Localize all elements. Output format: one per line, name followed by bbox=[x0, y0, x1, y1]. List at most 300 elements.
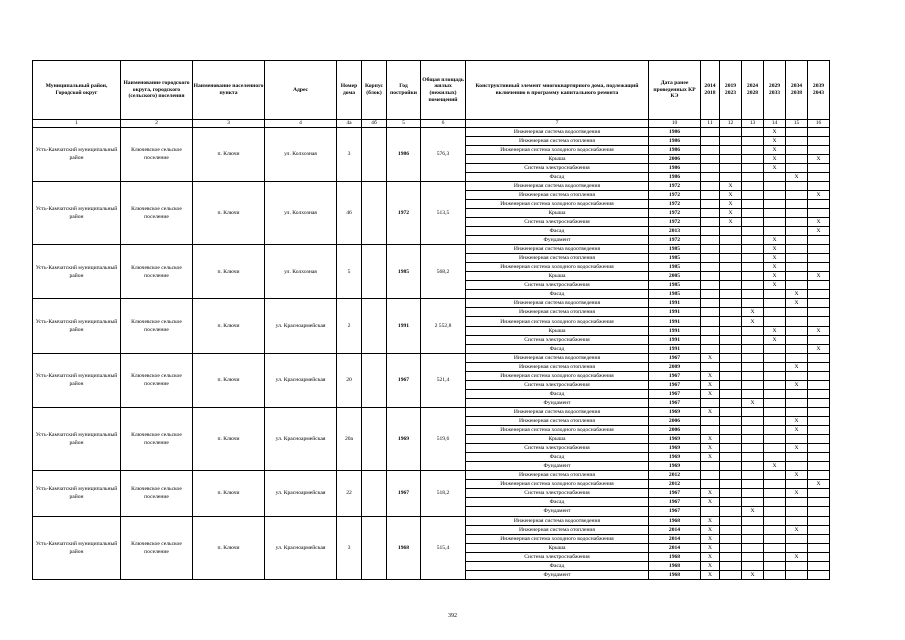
period-mark-cell bbox=[808, 435, 830, 444]
element-cell: Фундамент bbox=[466, 570, 649, 579]
period-mark-cell bbox=[742, 272, 764, 281]
period-mark-cell bbox=[742, 199, 764, 208]
period-mark-cell: X bbox=[764, 145, 786, 154]
element-cell: Инженерная система отопления bbox=[466, 525, 649, 534]
element-cell: Крыша bbox=[466, 435, 649, 444]
period-mark-cell bbox=[701, 163, 720, 172]
column-number: 3 bbox=[193, 120, 265, 128]
period-mark-cell: X bbox=[720, 199, 742, 208]
period-mark-cell bbox=[742, 217, 764, 226]
period-mark-cell bbox=[742, 236, 764, 245]
period-mark-cell bbox=[764, 380, 786, 389]
period-mark-cell: X bbox=[720, 217, 742, 226]
table-row bbox=[33, 127, 830, 136]
period-mark-cell: X bbox=[764, 236, 786, 245]
build-year-cell: 1967 bbox=[387, 353, 421, 407]
period-mark-cell bbox=[742, 227, 764, 236]
period-mark-cell bbox=[701, 507, 720, 516]
element-cell: Инженерная система холодного водоснабжения bbox=[466, 263, 649, 272]
period-mark-cell: X bbox=[764, 462, 786, 471]
locality-cell: п. Ключи bbox=[193, 471, 265, 516]
area-cell: 518,2 bbox=[421, 471, 466, 516]
column-header: Общая площадь жилых (нежилых) помещений bbox=[421, 61, 466, 120]
settlement-cell: Ключевское сельское поселение bbox=[121, 471, 193, 516]
period-mark-cell bbox=[786, 407, 808, 416]
period-mark-cell: X bbox=[786, 471, 808, 480]
period-mark-cell: X bbox=[808, 190, 830, 199]
period-mark-cell bbox=[701, 299, 720, 308]
column-header: 2024 2028 bbox=[742, 61, 764, 120]
period-mark-cell bbox=[720, 480, 742, 489]
period-mark-cell bbox=[764, 208, 786, 217]
build-year-cell: 1967 bbox=[387, 471, 421, 516]
period-mark-cell bbox=[701, 480, 720, 489]
period-mark-cell bbox=[786, 127, 808, 136]
element-cell: Инженерная система холодного водоснабжения bbox=[466, 480, 649, 489]
period-mark-cell bbox=[720, 371, 742, 380]
column-header: Год постройки bbox=[387, 61, 421, 120]
period-mark-cell bbox=[720, 254, 742, 263]
period-mark-cell bbox=[764, 317, 786, 326]
repair-date-cell: 1972 bbox=[649, 236, 701, 245]
period-mark-cell bbox=[808, 317, 830, 326]
column-header: 2019 2023 bbox=[720, 61, 742, 120]
repair-date-cell: 1968 bbox=[649, 561, 701, 570]
repair-date-cell: 1969 bbox=[649, 444, 701, 453]
period-mark-cell bbox=[764, 172, 786, 181]
column-number: 16 bbox=[808, 120, 830, 128]
period-mark-cell bbox=[786, 389, 808, 398]
period-mark-cell bbox=[786, 335, 808, 344]
period-mark-cell bbox=[786, 507, 808, 516]
period-mark-cell bbox=[742, 435, 764, 444]
period-mark-cell bbox=[720, 543, 742, 552]
period-mark-cell bbox=[764, 498, 786, 507]
area-cell: 519,6 bbox=[421, 407, 466, 470]
element-cell: Инженерная система водоотведения bbox=[466, 181, 649, 190]
period-mark-cell: X bbox=[720, 190, 742, 199]
element-cell: Система электроснабжения bbox=[466, 552, 649, 561]
period-mark-cell bbox=[786, 136, 808, 145]
period-mark-cell bbox=[786, 435, 808, 444]
period-mark-cell bbox=[786, 326, 808, 335]
period-mark-cell bbox=[808, 543, 830, 552]
period-mark-cell: X bbox=[701, 534, 720, 543]
element-cell: Инженерная система отопления bbox=[466, 471, 649, 480]
period-mark-cell bbox=[808, 127, 830, 136]
period-mark-cell bbox=[808, 407, 830, 416]
period-mark-cell: X bbox=[701, 561, 720, 570]
period-mark-cell bbox=[720, 127, 742, 136]
period-mark-cell bbox=[701, 335, 720, 344]
period-mark-cell bbox=[720, 380, 742, 389]
block-cell bbox=[362, 471, 387, 516]
column-header: Дата ранее проведенных КР КЭ bbox=[649, 61, 701, 120]
period-mark-cell bbox=[808, 145, 830, 154]
period-mark-cell: X bbox=[742, 308, 764, 317]
district-cell: Усть-Камчатский муниципальный район bbox=[33, 245, 121, 299]
period-mark-cell: X bbox=[786, 290, 808, 299]
element-cell: Фундамент bbox=[466, 236, 649, 245]
period-mark-cell bbox=[742, 172, 764, 181]
period-mark-cell bbox=[742, 208, 764, 217]
element-cell: Инженерная система холодного водоснабжения bbox=[466, 371, 649, 380]
house-number-cell: 2 bbox=[337, 299, 362, 353]
period-mark-cell bbox=[720, 227, 742, 236]
period-mark-cell bbox=[720, 154, 742, 163]
period-mark-cell bbox=[742, 362, 764, 371]
period-mark-cell: X bbox=[701, 380, 720, 389]
period-mark-cell bbox=[786, 190, 808, 199]
period-mark-cell bbox=[742, 181, 764, 190]
period-mark-cell bbox=[786, 344, 808, 353]
repair-date-cell: 2005 bbox=[649, 272, 701, 281]
repair-date-cell: 1991 bbox=[649, 335, 701, 344]
area-cell: 2 552,8 bbox=[421, 299, 466, 353]
column-number: 12 bbox=[720, 120, 742, 128]
repair-date-cell: 1968 bbox=[649, 516, 701, 525]
period-mark-cell bbox=[786, 561, 808, 570]
house-number-cell: 20 bbox=[337, 353, 362, 407]
period-mark-cell bbox=[720, 498, 742, 507]
house-number-cell: 3 bbox=[337, 127, 362, 181]
period-mark-cell bbox=[786, 317, 808, 326]
repair-date-cell: 1986 bbox=[649, 127, 701, 136]
element-cell: Инженерная система отопления bbox=[466, 254, 649, 263]
period-mark-cell bbox=[786, 217, 808, 226]
block-cell bbox=[362, 245, 387, 299]
period-mark-cell bbox=[742, 453, 764, 462]
street-cell: ул. Красноармейская bbox=[265, 353, 337, 407]
element-cell: Система электроснабжения bbox=[466, 217, 649, 226]
period-mark-cell: X bbox=[764, 335, 786, 344]
settlement-cell: Ключевское сельское поселение bbox=[121, 127, 193, 181]
period-mark-cell bbox=[720, 534, 742, 543]
period-mark-cell bbox=[701, 236, 720, 245]
element-cell: Инженерная система холодного водоснабжения bbox=[466, 534, 649, 543]
locality-cell: п. Ключи bbox=[193, 245, 265, 299]
period-mark-cell bbox=[720, 561, 742, 570]
element-cell: Фасад bbox=[466, 389, 649, 398]
period-mark-cell bbox=[720, 453, 742, 462]
period-mark-cell bbox=[720, 426, 742, 435]
period-mark-cell: X bbox=[808, 227, 830, 236]
period-mark-cell bbox=[720, 471, 742, 480]
period-mark-cell bbox=[701, 290, 720, 299]
period-mark-cell: X bbox=[720, 181, 742, 190]
period-mark-cell bbox=[720, 236, 742, 245]
period-mark-cell bbox=[720, 136, 742, 145]
period-mark-cell bbox=[764, 389, 786, 398]
period-mark-cell: X bbox=[786, 380, 808, 389]
column-number: 10 bbox=[649, 120, 701, 128]
period-mark-cell: X bbox=[786, 444, 808, 453]
element-cell: Фасад bbox=[466, 227, 649, 236]
period-mark-cell bbox=[701, 190, 720, 199]
period-mark-cell bbox=[764, 344, 786, 353]
period-mark-cell bbox=[764, 444, 786, 453]
element-cell: Крыша bbox=[466, 154, 649, 163]
period-mark-cell bbox=[808, 245, 830, 254]
period-mark-cell: X bbox=[786, 172, 808, 181]
element-cell: Система электроснабжения bbox=[466, 281, 649, 290]
period-mark-cell: X bbox=[764, 163, 786, 172]
period-mark-cell bbox=[701, 398, 720, 407]
period-mark-cell bbox=[742, 163, 764, 172]
header-row bbox=[33, 61, 830, 120]
element-cell: Фасад bbox=[466, 344, 649, 353]
repair-date-cell: 1972 bbox=[649, 208, 701, 217]
period-mark-cell bbox=[786, 154, 808, 163]
repair-date-cell: 1991 bbox=[649, 308, 701, 317]
period-mark-cell bbox=[701, 426, 720, 435]
period-mark-cell bbox=[786, 281, 808, 290]
period-mark-cell: X bbox=[701, 570, 720, 579]
period-mark-cell bbox=[742, 136, 764, 145]
period-mark-cell bbox=[764, 362, 786, 371]
element-cell: Инженерная система отопления bbox=[466, 362, 649, 371]
period-mark-cell bbox=[742, 281, 764, 290]
period-mark-cell: X bbox=[701, 453, 720, 462]
period-mark-cell: X bbox=[701, 516, 720, 525]
period-mark-cell bbox=[786, 181, 808, 190]
period-mark-cell: X bbox=[764, 154, 786, 163]
element-cell: Система электроснабжения bbox=[466, 444, 649, 453]
column-number: 6 bbox=[421, 120, 466, 128]
period-mark-cell bbox=[720, 335, 742, 344]
period-mark-cell bbox=[742, 417, 764, 426]
period-mark-cell bbox=[808, 462, 830, 471]
repair-date-cell: 1967 bbox=[649, 489, 701, 498]
district-cell: Усть-Камчатский муниципальный район bbox=[33, 471, 121, 516]
period-mark-cell bbox=[808, 444, 830, 453]
repair-date-cell: 1986 bbox=[649, 136, 701, 145]
period-mark-cell bbox=[720, 172, 742, 181]
period-mark-cell bbox=[808, 516, 830, 525]
column-number: 4б bbox=[362, 120, 387, 128]
period-mark-cell: X bbox=[786, 525, 808, 534]
period-mark-cell bbox=[764, 181, 786, 190]
period-mark-cell bbox=[720, 145, 742, 154]
period-mark-cell: X bbox=[742, 507, 764, 516]
period-mark-cell bbox=[742, 498, 764, 507]
period-mark-cell bbox=[764, 371, 786, 380]
element-cell: Инженерная система отопления bbox=[466, 308, 649, 317]
period-mark-cell bbox=[764, 308, 786, 317]
column-number: 4а bbox=[337, 120, 362, 128]
element-cell: Инженерная система отопления bbox=[466, 136, 649, 145]
district-cell: Усть-Камчатский муниципальный район bbox=[33, 127, 121, 181]
repair-date-cell: 1985 bbox=[649, 281, 701, 290]
period-mark-cell bbox=[742, 389, 764, 398]
repair-date-cell: 2014 bbox=[649, 543, 701, 552]
house-number-cell: 20а bbox=[337, 407, 362, 470]
block-cell bbox=[362, 181, 387, 244]
period-mark-cell: X bbox=[701, 552, 720, 561]
period-mark-cell bbox=[808, 534, 830, 543]
element-cell: Крыша bbox=[466, 326, 649, 335]
element-cell: Инженерная система отопления bbox=[466, 417, 649, 426]
period-mark-cell bbox=[720, 516, 742, 525]
period-mark-cell bbox=[701, 181, 720, 190]
period-mark-cell: X bbox=[764, 136, 786, 145]
period-mark-cell bbox=[808, 136, 830, 145]
period-mark-cell bbox=[701, 263, 720, 272]
period-mark-cell bbox=[808, 254, 830, 263]
column-number: 1 bbox=[33, 120, 121, 128]
period-mark-cell bbox=[720, 389, 742, 398]
locality-cell: п. Ключи bbox=[193, 181, 265, 244]
element-cell: Инженерная система водоотведения bbox=[466, 127, 649, 136]
period-mark-cell bbox=[742, 344, 764, 353]
repair-date-cell: 1972 bbox=[649, 190, 701, 199]
period-mark-cell bbox=[742, 290, 764, 299]
repair-date-cell: 1969 bbox=[649, 462, 701, 471]
period-mark-cell bbox=[764, 290, 786, 299]
period-mark-cell bbox=[808, 199, 830, 208]
period-mark-cell bbox=[742, 254, 764, 263]
period-mark-cell bbox=[786, 245, 808, 254]
period-mark-cell: X bbox=[701, 435, 720, 444]
period-mark-cell bbox=[808, 398, 830, 407]
period-mark-cell bbox=[701, 227, 720, 236]
period-mark-cell: X bbox=[764, 326, 786, 335]
period-mark-cell: X bbox=[701, 489, 720, 498]
repair-date-cell: 1969 bbox=[649, 435, 701, 444]
table-row bbox=[33, 353, 830, 362]
period-mark-cell bbox=[701, 462, 720, 471]
period-mark-cell bbox=[786, 398, 808, 407]
period-mark-cell bbox=[764, 543, 786, 552]
period-mark-cell bbox=[701, 344, 720, 353]
element-cell: Крыша bbox=[466, 208, 649, 217]
period-mark-cell bbox=[701, 154, 720, 163]
period-mark-cell bbox=[742, 263, 764, 272]
area-cell: 521,4 bbox=[421, 353, 466, 407]
district-cell: Усть-Камчатский муниципальный район bbox=[33, 407, 121, 470]
period-mark-cell bbox=[808, 552, 830, 561]
period-mark-cell bbox=[742, 326, 764, 335]
period-mark-cell bbox=[808, 299, 830, 308]
period-mark-cell bbox=[808, 471, 830, 480]
column-header: Наименование городского округа, городского (сельского) поселения bbox=[121, 61, 193, 120]
period-mark-cell bbox=[808, 335, 830, 344]
period-mark-cell bbox=[720, 317, 742, 326]
element-cell: Крыша bbox=[466, 272, 649, 281]
repair-date-cell: 1991 bbox=[649, 299, 701, 308]
period-mark-cell bbox=[701, 136, 720, 145]
period-mark-cell bbox=[808, 208, 830, 217]
period-mark-cell bbox=[786, 236, 808, 245]
locality-cell: п. Ключи bbox=[193, 299, 265, 353]
area-cell: 568,2 bbox=[421, 245, 466, 299]
period-mark-cell bbox=[742, 444, 764, 453]
period-mark-cell: X bbox=[701, 407, 720, 416]
period-mark-cell bbox=[720, 462, 742, 471]
repair-date-cell: 1991 bbox=[649, 344, 701, 353]
period-mark-cell bbox=[808, 389, 830, 398]
period-mark-cell bbox=[764, 525, 786, 534]
settlement-cell: Ключевское сельское поселение bbox=[121, 299, 193, 353]
period-mark-cell bbox=[701, 145, 720, 154]
period-mark-cell bbox=[720, 263, 742, 272]
period-mark-cell bbox=[701, 127, 720, 136]
table-row bbox=[33, 245, 830, 254]
period-mark-cell bbox=[701, 281, 720, 290]
period-mark-cell bbox=[701, 417, 720, 426]
period-mark-cell: X bbox=[786, 552, 808, 561]
repair-date-cell: 2014 bbox=[649, 525, 701, 534]
period-mark-cell: X bbox=[701, 498, 720, 507]
period-mark-cell bbox=[742, 552, 764, 561]
period-mark-cell bbox=[742, 335, 764, 344]
element-cell: Фасад bbox=[466, 172, 649, 181]
period-mark-cell: X bbox=[808, 154, 830, 163]
period-mark-cell: X bbox=[742, 398, 764, 407]
period-mark-cell: X bbox=[701, 389, 720, 398]
street-cell: ул. Красноармейская bbox=[265, 407, 337, 470]
period-mark-cell bbox=[808, 163, 830, 172]
build-year-cell: 1968 bbox=[387, 516, 421, 579]
period-mark-cell bbox=[701, 308, 720, 317]
element-cell: Инженерная система водоотведения bbox=[466, 407, 649, 416]
table-row bbox=[33, 299, 830, 308]
period-mark-cell bbox=[786, 543, 808, 552]
area-cell: 515,4 bbox=[421, 516, 466, 579]
element-cell: Система электроснабжения bbox=[466, 380, 649, 389]
repair-date-cell: 1969 bbox=[649, 453, 701, 462]
area-cell: 576,3 bbox=[421, 127, 466, 181]
period-mark-cell bbox=[808, 371, 830, 380]
table-row bbox=[33, 181, 830, 190]
capital-repair-table bbox=[32, 60, 830, 580]
period-mark-cell bbox=[786, 516, 808, 525]
element-cell: Инженерная система холодного водоснабжения bbox=[466, 199, 649, 208]
period-mark-cell: X bbox=[742, 317, 764, 326]
repair-date-cell: 2014 bbox=[649, 534, 701, 543]
period-mark-cell: X bbox=[701, 353, 720, 362]
repair-date-cell: 1967 bbox=[649, 389, 701, 398]
column-number: 14 bbox=[764, 120, 786, 128]
period-mark-cell bbox=[720, 398, 742, 407]
period-mark-cell bbox=[701, 362, 720, 371]
build-year-cell: 1991 bbox=[387, 299, 421, 353]
period-mark-cell bbox=[786, 254, 808, 263]
period-mark-cell bbox=[742, 245, 764, 254]
repair-date-cell: 1985 bbox=[649, 290, 701, 299]
period-mark-cell bbox=[764, 426, 786, 435]
period-mark-cell bbox=[764, 398, 786, 407]
locality-cell: п. Ключи bbox=[193, 407, 265, 470]
period-mark-cell bbox=[701, 199, 720, 208]
element-cell: Инженерная система водоотведения bbox=[466, 353, 649, 362]
period-mark-cell bbox=[720, 417, 742, 426]
period-mark-cell bbox=[742, 426, 764, 435]
period-mark-cell bbox=[742, 543, 764, 552]
period-mark-cell bbox=[808, 181, 830, 190]
element-cell: Крыша bbox=[466, 543, 649, 552]
period-mark-cell bbox=[720, 435, 742, 444]
period-mark-cell bbox=[764, 507, 786, 516]
district-cell: Усть-Камчатский муниципальный район bbox=[33, 353, 121, 407]
period-mark-cell bbox=[764, 489, 786, 498]
repair-date-cell: 1985 bbox=[649, 254, 701, 263]
period-mark-cell: X bbox=[808, 344, 830, 353]
house-number-cell: 46 bbox=[337, 181, 362, 244]
period-mark-cell bbox=[808, 570, 830, 579]
period-mark-cell bbox=[742, 371, 764, 380]
period-mark-cell: X bbox=[764, 263, 786, 272]
